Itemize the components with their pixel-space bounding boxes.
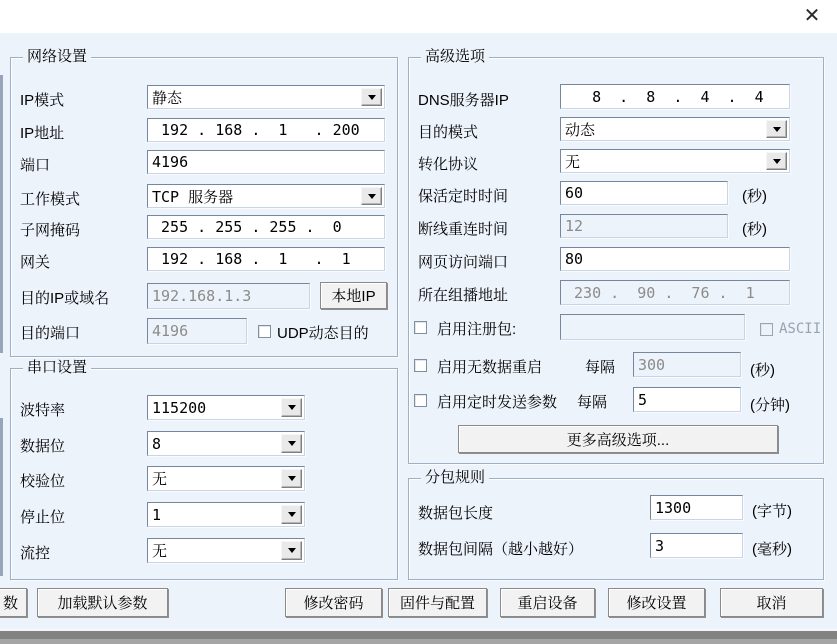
network-settings-title: 网络设置: [23, 48, 91, 66]
protocol-select[interactable]: [560, 149, 790, 173]
chevron-down-icon[interactable]: [281, 434, 302, 453]
reg-packet-label: 启用注册包:: [437, 321, 517, 338]
work-mode-label: 工作模式: [20, 191, 81, 208]
close-icon[interactable]: ✕: [803, 4, 821, 27]
serial-settings-title: 串口设置: [23, 359, 91, 377]
chevron-down-icon[interactable]: [766, 120, 787, 138]
baud-rate-select[interactable]: [147, 395, 305, 420]
reg-packet-input: [560, 314, 745, 340]
reconnect-unit: (秒): [742, 221, 767, 238]
udp-dynamic-checkbox[interactable]: [258, 325, 271, 338]
ip-mode-select[interactable]: [147, 85, 385, 109]
firmware-config-button[interactable]: 固件与配置: [388, 588, 487, 617]
restart-device-button[interactable]: 重启设备: [500, 588, 595, 617]
no-data-restart-checkbox[interactable]: [414, 359, 427, 372]
data-bits-select[interactable]: [147, 431, 305, 456]
stop-bits-value: 1: [152, 505, 162, 524]
timed-send-every-label: 每隔: [577, 394, 608, 411]
reconnect-input: 12: [560, 214, 728, 238]
ip-address-input[interactable]: 192 . 168 . 1 . 200: [147, 118, 385, 142]
local-ip-button[interactable]: 本地IP: [320, 282, 387, 309]
port-input[interactable]: 4196: [147, 150, 385, 174]
port-label: 端口: [20, 157, 51, 174]
cut-off-button[interactable]: 数: [0, 588, 27, 617]
dest-mode-value: 动态: [565, 120, 596, 139]
window-bottom-edge: [0, 631, 837, 639]
titlebar: [0, 0, 837, 33]
multicast-input: 230 . 90 . 76 . 1: [560, 280, 790, 305]
parity-label: 校验位: [20, 473, 66, 490]
dest-ip-input: 192.168.1.3: [147, 283, 310, 309]
reg-packet-checkbox[interactable]: [414, 321, 427, 334]
multicast-label: 所在组播地址: [418, 287, 509, 304]
ip-address-label: IP地址: [20, 125, 65, 142]
parity-select[interactable]: [147, 466, 305, 491]
stop-bits-select[interactable]: [147, 502, 305, 527]
packet-interval-unit: (毫秒): [752, 541, 792, 558]
ip-mode-value: 静态: [152, 88, 183, 107]
timed-send-unit: (分钟): [750, 397, 790, 414]
data-bits-value: 8: [152, 434, 162, 453]
cropped-panel-edge: [0, 75, 3, 353]
subnet-mask-label: 子网掩码: [20, 222, 81, 239]
chevron-down-icon[interactable]: [361, 88, 382, 106]
packet-rules-group: [408, 469, 824, 580]
keepalive-input[interactable]: 60: [560, 181, 728, 205]
udp-dynamic-label: UDP动态目的: [277, 325, 369, 342]
flow-control-value: 无: [152, 542, 168, 560]
dest-port-label: 目的端口: [20, 325, 81, 342]
no-data-restart-label: 启用无数据重启: [437, 359, 543, 376]
packet-length-input[interactable]: 1300: [650, 495, 743, 520]
work-mode-value: TCP 服务器: [152, 187, 234, 206]
modify-settings-button[interactable]: 修改设置: [608, 588, 705, 617]
change-password-button[interactable]: 修改密码: [285, 588, 382, 617]
load-defaults-button[interactable]: 加载默认参数: [37, 588, 168, 617]
window-bottom-edge-outer: [0, 639, 837, 644]
chevron-down-icon[interactable]: [281, 469, 302, 488]
ascii-label: ASCII: [779, 321, 822, 337]
protocol-value: 无: [565, 152, 581, 171]
timed-send-input[interactable]: 5: [633, 387, 741, 412]
no-data-restart-every-label: 每隔: [585, 359, 616, 376]
dest-mode-select[interactable]: [560, 117, 790, 141]
flow-control-select[interactable]: [147, 538, 305, 563]
timed-send-label: 启用定时发送参数: [437, 394, 558, 411]
more-advanced-options-button[interactable]: 更多高级选项...: [458, 425, 778, 453]
web-port-input[interactable]: 80: [560, 247, 790, 271]
ascii-checkbox: [760, 323, 773, 336]
keepalive-unit: (秒): [742, 188, 767, 205]
protocol-label: 转化协议: [418, 156, 479, 173]
packet-interval-input[interactable]: 3: [650, 533, 743, 558]
dns-server-label: DNS服务器IP: [418, 92, 509, 109]
dest-ip-label: 目的IP或域名: [20, 290, 110, 307]
subnet-mask-input[interactable]: 255 . 255 . 255 . 0: [147, 215, 385, 239]
cancel-button[interactable]: 取消: [720, 588, 823, 617]
work-mode-select[interactable]: [147, 184, 385, 208]
no-data-restart-unit: (秒): [750, 362, 775, 379]
data-bits-label: 数据位: [20, 438, 66, 455]
chevron-down-icon[interactable]: [281, 505, 302, 524]
packet-length-unit: (字节): [752, 503, 792, 520]
dest-port-input: 4196: [147, 318, 247, 344]
flow-control-label: 流控: [20, 545, 51, 562]
advanced-options-title: 高级选项: [421, 48, 489, 66]
web-port-label: 网页访问端口: [418, 254, 509, 271]
cropped-panel-edge: [0, 418, 3, 576]
gateway-label: 网关: [20, 254, 51, 271]
keepalive-label: 保活定时时间: [418, 188, 509, 205]
dns-server-input[interactable]: 8 . 8 . 4 . 4: [560, 84, 790, 109]
packet-length-label: 数据包长度: [418, 505, 494, 522]
timed-send-checkbox[interactable]: [414, 394, 427, 407]
parity-value: 无: [152, 470, 168, 488]
stop-bits-label: 停止位: [20, 509, 66, 526]
packet-rules-title: 分包规则: [421, 469, 489, 487]
chevron-down-icon[interactable]: [361, 187, 382, 205]
no-data-restart-input: 300: [633, 352, 741, 377]
packet-interval-label: 数据包间隔（越小越好）: [418, 541, 584, 558]
reconnect-label: 断线重连时间: [418, 221, 509, 238]
gateway-input[interactable]: 192 . 168 . 1 . 1: [147, 247, 385, 271]
baud-rate-value: 115200: [152, 398, 207, 417]
baud-rate-label: 波特率: [20, 402, 66, 419]
dialog-body: [0, 33, 837, 628]
chevron-down-icon[interactable]: [281, 541, 302, 560]
chevron-down-icon[interactable]: [281, 398, 302, 417]
chevron-down-icon[interactable]: [766, 152, 787, 170]
dest-mode-label: 目的模式: [418, 124, 479, 141]
ip-mode-label: IP模式: [20, 92, 65, 109]
